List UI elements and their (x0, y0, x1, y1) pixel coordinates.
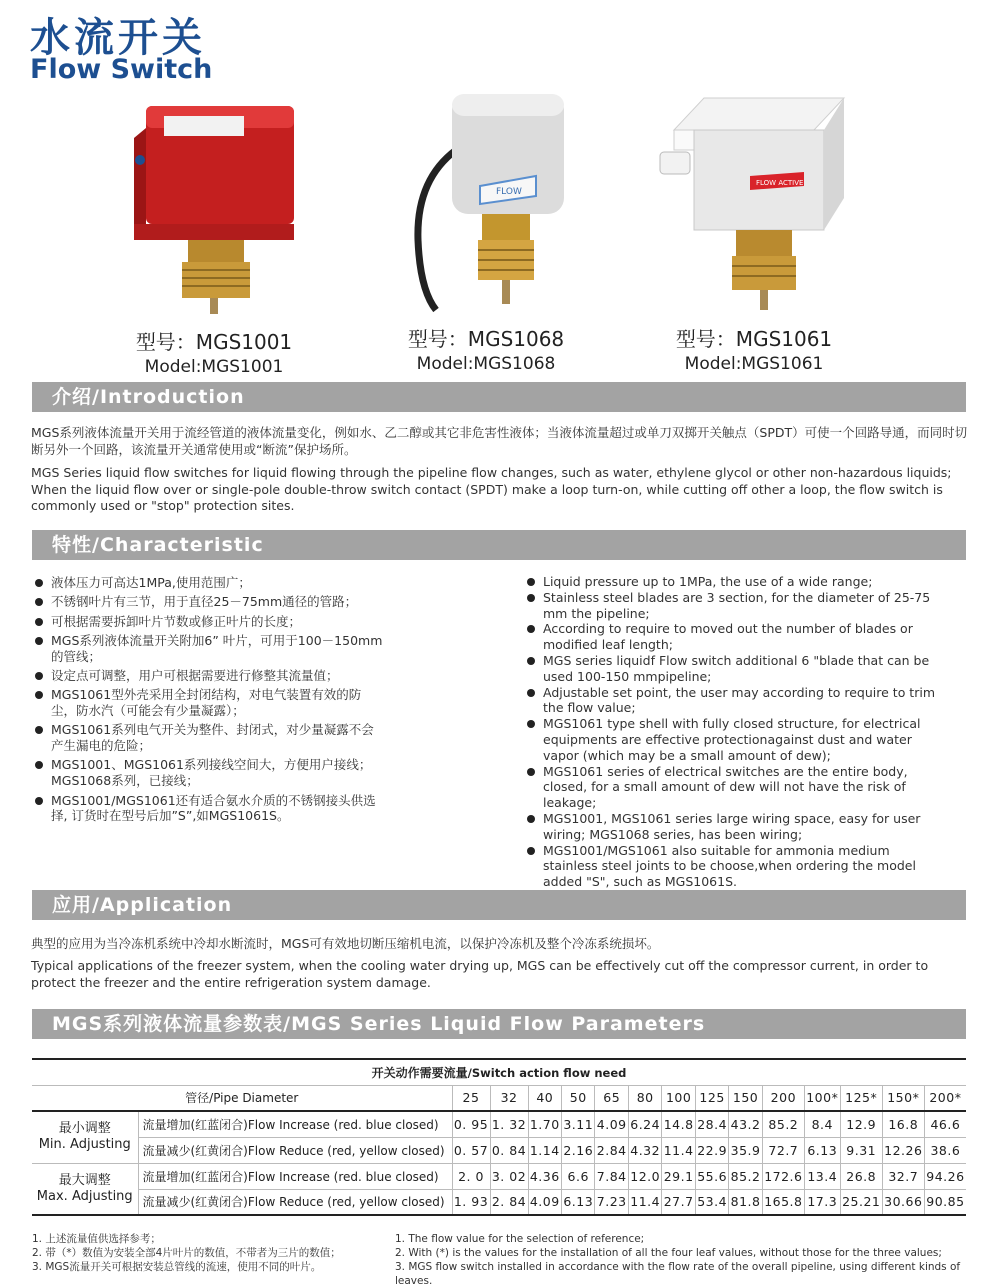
note-item-cn: 3. MGS流量开关可根据安装总管线的流速，使用不同的叶片。 (32, 1261, 322, 1273)
characteristics-cn-list (33, 575, 383, 828)
page-title-en: Flow Switch (30, 54, 213, 85)
product-model-en: Model:MGS1001 (144, 357, 284, 377)
characteristics-en-list (525, 574, 945, 890)
flow-value-cell: 165.8 (762, 1189, 804, 1215)
diameter-cell: 100 (662, 1085, 695, 1111)
characteristic-item-en: MGS1001, MGS1061 series large wiring space, easy for user wiring; MGS1068 series, has been wiring; (525, 811, 945, 843)
characteristic-item-en: Liquid pressure up to 1MPa, the use of a wide range; (525, 574, 945, 590)
section-bar-parameters: MGS系列液体流量参数表/MGS Series Liquid Flow Parameters (32, 1009, 966, 1039)
flow-parameters-table (32, 1058, 966, 1216)
diameter-cell: 200 (762, 1085, 804, 1111)
diameter-cell: 200* (924, 1085, 966, 1111)
adjust-group-label (32, 1163, 138, 1215)
flow-value-cell: 27.7 (662, 1189, 695, 1215)
product-model-en: Model:MGS1068 (416, 354, 556, 374)
flow-value-cell: 43.2 (729, 1111, 762, 1137)
table-heading-cn: 开关动作需要流量 (371, 1065, 468, 1080)
flow-value-cell: 9.31 (840, 1137, 882, 1163)
characteristic-item-en: Adjustable set point, the user may according to require to trim the flow value; (525, 685, 945, 717)
flow-row-label: 流量增加(红蓝闭合)Flow Increase (red. blue closed) (138, 1163, 452, 1189)
diameter-cell: 65 (595, 1085, 628, 1111)
flow-value-cell: 55.6 (695, 1163, 728, 1189)
table-heading-en: /Switch action flow need (467, 1065, 627, 1080)
flow-value-cell: 38.6 (924, 1137, 966, 1163)
flow-value-cell: 1. 32 (490, 1111, 528, 1137)
application-text-en: Typical applications of the freezer system, when the cooling water drying up, MGS can be effectively cut off the compressor current, in order to protect the freezer and the entire refrigeration system damage. (31, 958, 929, 990)
flow-value-cell: 12.26 (882, 1137, 924, 1163)
table-row (32, 1137, 966, 1163)
table-row (32, 1189, 966, 1215)
intro-text-en: MGS Series liquid flow switches for liquid flowing through the pipeline flow changes, such as water, ethylene glycol or other non-hazardous liquids; When the liquid flow over or single-pole double-throw switch contact (SPDT) make a loop turn-on, while cutting off other a loop, the flow switch is commonly used or "stop" protection sites. (31, 465, 952, 513)
characteristic-item-cn: MGS1001、MGS1061系列接线空间大，方便用户接线；MGS1068系列，已接线； (33, 757, 383, 789)
product-model-en: Model:MGS1061 (684, 354, 824, 374)
flow-switch-gray-image (396, 90, 576, 315)
table-heading (32, 1059, 966, 1085)
product-mgs1001 (64, 98, 364, 377)
flow-value-cell: 53.4 (695, 1189, 728, 1215)
characteristic-item-en: According to require to moved out the number of blades or modified leaf length; (525, 621, 945, 653)
flow-value-cell: 4.09 (595, 1111, 628, 1137)
flow-value-cell: 4.32 (628, 1137, 661, 1163)
flow-value-cell: 0. 57 (452, 1137, 490, 1163)
flow-value-cell: 29.1 (662, 1163, 695, 1189)
flow-value-cell: 11.4 (662, 1137, 695, 1163)
characteristic-item-en: MGS1001/MGS1061 also suitable for ammonia medium stainless steel joints to be choose,when ordering the model added "S", such as MGS1061S. (525, 843, 945, 890)
characteristic-item-cn: MGS1061型外壳采用全封闭结构，对电气装置有效的防尘，防水汽（可能会有少量凝露）； (33, 687, 383, 719)
flow-value-cell: 17.3 (804, 1189, 840, 1215)
flow-switch-white-image (654, 90, 854, 315)
flow-row-label: 流量增加(红蓝闭合)Flow Increase (red. blue closed) (138, 1111, 452, 1137)
flow-switch-red-image (124, 98, 304, 318)
diameter-cell: 125* (840, 1085, 882, 1111)
flow-value-cell: 25.21 (840, 1189, 882, 1215)
product-model-cn: 型号：MGS1001 (135, 330, 293, 354)
characteristic-item-cn: MGS1001/MGS1061还有适合氨水介质的不锈钢接头供选择, 订货时在型号后加”S”,如MGS1061S。 (33, 793, 383, 825)
flow-value-cell: 46.6 (924, 1111, 966, 1137)
flow-value-cell: 35.9 (729, 1137, 762, 1163)
adjust-group-en: Min. Adjusting (38, 1137, 131, 1153)
flow-value-cell: 72.7 (762, 1137, 804, 1163)
adjust-group-label (32, 1111, 138, 1163)
flow-value-cell: 7.23 (595, 1189, 628, 1215)
characteristic-item-cn: 液体压力可高达1MPa,使用范围广； (33, 575, 383, 591)
flow-value-cell: 2. 84 (490, 1189, 528, 1215)
characteristic-item-en: Stainless steel blades are 3 section, for the diameter of 25-75 mm the pipeline; (525, 590, 945, 622)
diameter-cell: 25 (452, 1085, 490, 1111)
adjust-group-cn: 最大调整 (58, 1172, 111, 1188)
flow-value-cell: 4.36 (528, 1163, 561, 1189)
flow-value-cell: 0. 84 (490, 1137, 528, 1163)
intro-text-cn: MGS系列液体流量开关用于流经管道的液体流量变化，例如水、乙二醇或其它非危害性液体；当液体流量超过或单刀双掷开关触点（SPDT）可使一个回路导通，而同时切断另外一个回路，该流量开关通常使用或“断流”保护场所。 (31, 425, 968, 457)
flow-value-cell: 90.85 (924, 1189, 966, 1215)
table-row (32, 1111, 966, 1137)
page-title-cn: 水流开关 (30, 15, 206, 61)
flow-value-cell: 7.84 (595, 1163, 628, 1189)
notes-cn (32, 1232, 341, 1274)
flow-value-cell: 12.9 (840, 1111, 882, 1137)
diameter-cell: 100* (804, 1085, 840, 1111)
note-item-cn: 2. 带（*）数值为安装全部4片叶片的数值，不带者为三片的数值； (32, 1247, 341, 1259)
product-mgs1068 (336, 90, 636, 374)
characteristic-item-en: MGS1061 type shell with fully closed structure, for electrical equipments are effective protectionagainst dust and water vapor (which may be a small amount of dew); (525, 716, 945, 763)
flow-label: FLOW ACTIVE (756, 179, 804, 187)
flow-value-cell: 28.4 (695, 1111, 728, 1137)
flow-value-cell: 6.24 (628, 1111, 661, 1137)
product-model-cn: 型号：MGS1061 (675, 327, 833, 351)
flow-value-cell: 6.13 (562, 1189, 595, 1215)
diameter-cell: 50 (562, 1085, 595, 1111)
characteristic-item-cn: 设定点可调整，用户可根据需要进行修整其流量值； (33, 668, 383, 684)
flow-value-cell: 1.70 (528, 1111, 561, 1137)
flow-value-cell: 3. 02 (490, 1163, 528, 1189)
application-text-cn: 典型的应用为当冷冻机系统中冷却水断流时，MGS可有效地切断压缩机电流，以保护冷冻机及整个冷冻系统损坏。 (31, 936, 660, 951)
flow-value-cell: 2. 0 (452, 1163, 490, 1189)
flow-value-cell: 3.11 (562, 1111, 595, 1137)
flow-value-cell: 2.16 (562, 1137, 595, 1163)
flow-value-cell: 6.13 (804, 1137, 840, 1163)
pipe-diameter-label: 管径/Pipe Diameter (32, 1085, 452, 1111)
section-bar-application: 应用/Application (32, 890, 966, 920)
flow-row-label: 流量减少(红黄闭合)Flow Reduce (red, yellow closed) (138, 1137, 452, 1163)
flow-value-cell: 172.6 (762, 1163, 804, 1189)
characteristic-item-en: MGS1061 series of electrical switches are the entire body, closed, for a small amount of dew will not have the risk of leakage; (525, 764, 945, 811)
flow-value-cell: 4.09 (528, 1189, 561, 1215)
flow-value-cell: 85.2 (729, 1163, 762, 1189)
flow-value-cell: 30.66 (882, 1189, 924, 1215)
flow-value-cell: 6.6 (562, 1163, 595, 1189)
flow-value-cell: 94.26 (924, 1163, 966, 1189)
table-row (32, 1163, 966, 1189)
flow-value-cell: 32.7 (882, 1163, 924, 1189)
diameter-cell: 150* (882, 1085, 924, 1111)
flow-value-cell: 85.2 (762, 1111, 804, 1137)
flow-label: FLOW (496, 187, 522, 197)
flow-value-cell: 16.8 (882, 1111, 924, 1137)
characteristic-item-cn: MGS1061系列电气开关为整件、封闭式，对少量凝露不会产生漏电的危险； (33, 722, 383, 754)
flow-value-cell: 11.4 (628, 1189, 661, 1215)
section-bar-characteristic: 特性/Characteristic (32, 530, 966, 560)
diameter-cell: 125 (695, 1085, 728, 1111)
flow-value-cell: 13.4 (804, 1163, 840, 1189)
flow-value-cell: 2.84 (595, 1137, 628, 1163)
flow-row-label: 流量减少(红黄闭合)Flow Reduce (red, yellow closed) (138, 1189, 452, 1215)
adjust-group-en: Max. Adjusting (36, 1188, 133, 1204)
note-item-en: 2. With (*) is the values for the installation of all the four leaf values, without those for the three values; (395, 1247, 942, 1259)
diameter-cell: 32 (490, 1085, 528, 1111)
flow-value-cell: 12.0 (628, 1163, 661, 1189)
note-item-en: 3. MGS flow switch installed in accordance with the flow rate of the overall pipeline, using different kinds of leaves. (395, 1261, 961, 1286)
product-model-cn: 型号：MGS1068 (407, 327, 565, 351)
note-item-cn: 1. 上述流量值供选择参考； (32, 1233, 161, 1245)
flow-value-cell: 1.14 (528, 1137, 561, 1163)
characteristic-item-en: MGS series liquidf Flow switch additional 6 "blade that can be used 100-150 mmpipeline; (525, 653, 945, 685)
flow-value-cell: 81.8 (729, 1189, 762, 1215)
flow-value-cell: 14.8 (662, 1111, 695, 1137)
diameter-cell: 80 (628, 1085, 661, 1111)
flow-value-cell: 26.8 (840, 1163, 882, 1189)
adjust-group-cn: 最小调整 (58, 1121, 111, 1137)
diameter-cell: 150 (729, 1085, 762, 1111)
flow-value-cell: 8.4 (804, 1111, 840, 1137)
characteristic-item-cn: 可根据需要拆卸叶片节数或修正叶片的长度； (33, 614, 383, 630)
flow-value-cell: 1. 93 (452, 1189, 490, 1215)
characteristic-item-cn: MGS系列液体流量开关附加6” 叶片，可用于100－150mm的管线； (33, 633, 383, 665)
flow-value-cell: 0. 95 (452, 1111, 490, 1137)
notes-en (395, 1232, 1000, 1286)
product-mgs1061 (604, 90, 904, 374)
diameter-cell: 40 (528, 1085, 561, 1111)
note-item-en: 1. The flow value for the selection of reference; (395, 1233, 645, 1245)
flow-value-cell: 22.9 (695, 1137, 728, 1163)
section-bar-introduction: 介绍/Introduction (32, 382, 966, 412)
characteristic-item-cn: 不锈钢叶片有三节，用于直径25－75mm通径的管路； (33, 594, 383, 610)
